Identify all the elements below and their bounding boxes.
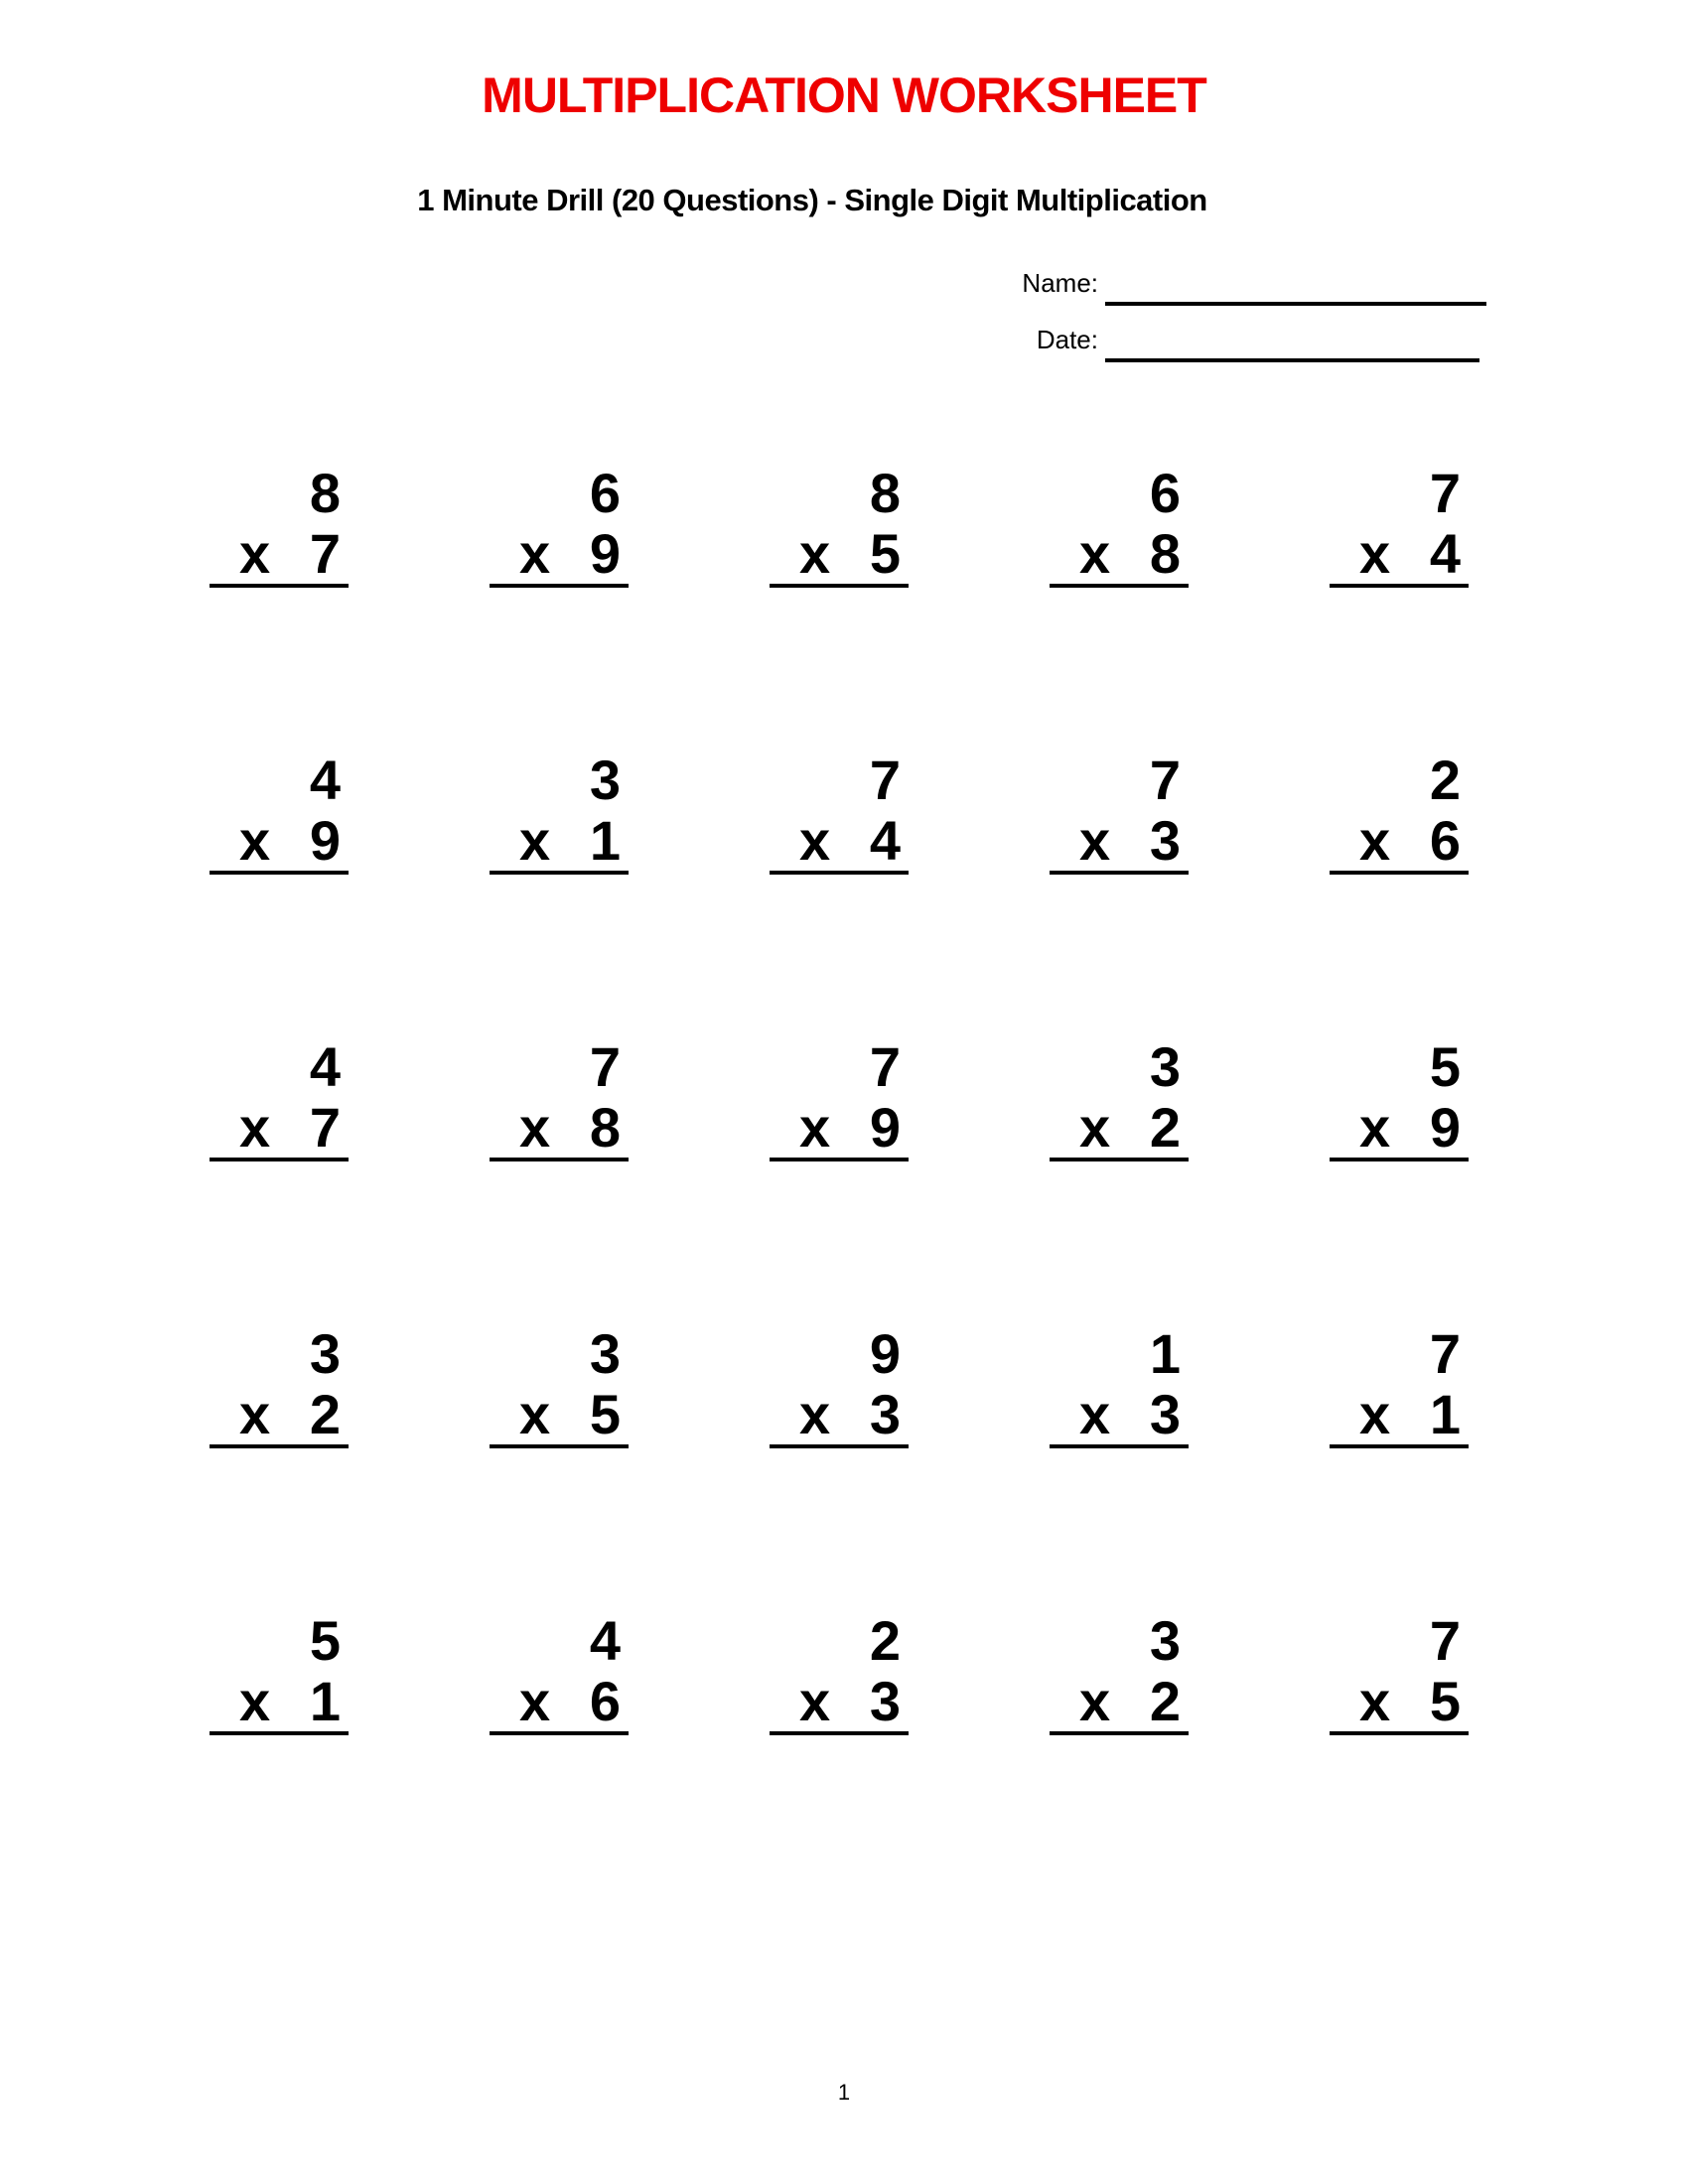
multiplier-row bbox=[210, 1671, 349, 1731]
multiplier: 9 bbox=[589, 522, 621, 585]
multiply-operator: x bbox=[519, 1670, 551, 1732]
multiplicand: 7 bbox=[869, 749, 901, 811]
multiplicand: 9 bbox=[869, 1322, 901, 1385]
multiplicand: 3 bbox=[589, 749, 621, 811]
multiplier-row bbox=[210, 1097, 349, 1158]
multiplicand: 7 bbox=[1429, 462, 1461, 524]
multiplication-problem-19 bbox=[1050, 1323, 1189, 1448]
multiply-operator: x bbox=[1359, 809, 1391, 872]
multiplier-row bbox=[1330, 1097, 1469, 1158]
multiplier-row bbox=[490, 1671, 629, 1731]
multiplicand: 8 bbox=[869, 462, 901, 524]
multiplication-problem-8 bbox=[770, 750, 909, 875]
multiplier: 7 bbox=[309, 522, 341, 585]
multiplication-problem-9 bbox=[1050, 750, 1189, 875]
multiply-operator: x bbox=[1359, 522, 1391, 585]
multiply-operator: x bbox=[239, 1670, 271, 1732]
multiplicand: 5 bbox=[1429, 1035, 1461, 1098]
multiply-operator: x bbox=[519, 1383, 551, 1445]
multiplier-row bbox=[490, 523, 629, 584]
multiplier-row bbox=[1330, 810, 1469, 871]
multiplier: 9 bbox=[1429, 1096, 1461, 1159]
multiplier: 2 bbox=[309, 1383, 341, 1445]
multiplication-problem-7 bbox=[490, 750, 629, 875]
multiplicand: 4 bbox=[309, 1035, 341, 1098]
page-number: 1 bbox=[837, 2080, 851, 2105]
multiplier: 3 bbox=[869, 1383, 901, 1445]
multiplicand: 3 bbox=[309, 1322, 341, 1385]
multiply-operator: x bbox=[799, 1096, 831, 1159]
date-label: Date: bbox=[1036, 325, 1098, 354]
multiplier: 4 bbox=[1429, 522, 1461, 585]
multiplication-problem-13 bbox=[770, 1036, 909, 1161]
multiplicand: 7 bbox=[1149, 749, 1181, 811]
multiplier-row bbox=[210, 810, 349, 871]
multiplication-problem-10 bbox=[1330, 750, 1469, 875]
multiply-operator: x bbox=[239, 1096, 271, 1159]
multiplication-problem-3 bbox=[770, 463, 909, 588]
multiplicand: 4 bbox=[309, 749, 341, 811]
multiplier: 5 bbox=[589, 1383, 621, 1445]
multiplicand: 8 bbox=[309, 462, 341, 524]
multiply-operator: x bbox=[1359, 1096, 1391, 1159]
multiply-operator: x bbox=[1079, 1383, 1111, 1445]
multiplication-problem-2 bbox=[490, 463, 629, 588]
multiply-operator: x bbox=[799, 1383, 831, 1445]
multiplicand: 3 bbox=[1149, 1035, 1181, 1098]
multiplication-problem-14 bbox=[1050, 1036, 1189, 1161]
multiplier: 1 bbox=[309, 1670, 341, 1732]
multiplication-problem-5 bbox=[1330, 463, 1469, 588]
multiplier-row bbox=[1050, 1671, 1189, 1731]
multiplier-row bbox=[490, 1097, 629, 1158]
multiply-operator: x bbox=[799, 809, 831, 872]
multiply-operator: x bbox=[799, 1670, 831, 1732]
multiplication-problem-23 bbox=[770, 1610, 909, 1735]
multiplier: 9 bbox=[309, 809, 341, 872]
worksheet-subtitle: 1 Minute Drill (20 Questions) - Single Digit Multiplication bbox=[417, 183, 1207, 217]
multiplier: 1 bbox=[589, 809, 621, 872]
multiplier: 5 bbox=[869, 522, 901, 585]
multiplication-problem-11 bbox=[210, 1036, 349, 1161]
multiplicand: 6 bbox=[1149, 462, 1181, 524]
multiply-operator: x bbox=[1359, 1670, 1391, 1732]
multiplier: 2 bbox=[1149, 1096, 1181, 1159]
multiplier-row bbox=[210, 523, 349, 584]
multiplier-row bbox=[770, 523, 909, 584]
multiplicand: 7 bbox=[869, 1035, 901, 1098]
multiplier-row bbox=[210, 1384, 349, 1444]
multiplicand: 3 bbox=[1149, 1609, 1181, 1672]
multiplier: 3 bbox=[869, 1670, 901, 1732]
multiply-operator: x bbox=[519, 809, 551, 872]
name-label: Name: bbox=[1022, 268, 1098, 298]
multiplier: 2 bbox=[1149, 1670, 1181, 1732]
multiply-operator: x bbox=[519, 522, 551, 585]
multiplier: 6 bbox=[1429, 809, 1461, 872]
multiplication-problem-12 bbox=[490, 1036, 629, 1161]
multiplication-problem-25 bbox=[1330, 1610, 1469, 1735]
multiplier: 6 bbox=[589, 1670, 621, 1732]
multiply-operator: x bbox=[239, 809, 271, 872]
multiplication-problem-24 bbox=[1050, 1610, 1189, 1735]
multiply-operator: x bbox=[519, 1096, 551, 1159]
multiplicand: 7 bbox=[589, 1035, 621, 1098]
multiplier: 7 bbox=[309, 1096, 341, 1159]
multiplier: 3 bbox=[1149, 1383, 1181, 1445]
multiplier-row bbox=[770, 810, 909, 871]
multiplicand: 5 bbox=[309, 1609, 341, 1672]
multiplier-row bbox=[490, 810, 629, 871]
multiply-operator: x bbox=[1079, 809, 1111, 872]
multiplier: 4 bbox=[869, 809, 901, 872]
multiplier: 3 bbox=[1149, 809, 1181, 872]
worksheet-title: MULTIPLICATION WORKSHEET bbox=[482, 68, 1206, 123]
multiplicand: 2 bbox=[1429, 749, 1461, 811]
multiplicand: 4 bbox=[589, 1609, 621, 1672]
multiplier: 9 bbox=[869, 1096, 901, 1159]
multiply-operator: x bbox=[1079, 1096, 1111, 1159]
multiplier-row bbox=[1050, 1384, 1189, 1444]
multiplier-row bbox=[770, 1097, 909, 1158]
multiplier-row bbox=[770, 1671, 909, 1731]
multiplier: 1 bbox=[1429, 1383, 1461, 1445]
multiplier-row bbox=[1330, 1671, 1469, 1731]
multiplication-problem-1 bbox=[210, 463, 349, 588]
multiplication-problem-4 bbox=[1050, 463, 1189, 588]
multiply-operator: x bbox=[1079, 1670, 1111, 1732]
multiplication-problem-15 bbox=[1330, 1036, 1469, 1161]
multiplication-problem-6 bbox=[210, 750, 349, 875]
multiplication-problem-18 bbox=[770, 1323, 909, 1448]
multiply-operator: x bbox=[239, 1383, 271, 1445]
multiplier: 8 bbox=[589, 1096, 621, 1159]
multiply-operator: x bbox=[1359, 1383, 1391, 1445]
multiply-operator: x bbox=[799, 522, 831, 585]
multiply-operator: x bbox=[1079, 522, 1111, 585]
multiplicand: 7 bbox=[1429, 1322, 1461, 1385]
multiplier-row bbox=[1050, 1097, 1189, 1158]
multiplier-row bbox=[770, 1384, 909, 1444]
multiplication-problem-20 bbox=[1330, 1323, 1469, 1448]
multiplier: 8 bbox=[1149, 522, 1181, 585]
multiplier-row bbox=[1050, 523, 1189, 584]
multiply-operator: x bbox=[239, 522, 271, 585]
multiplicand: 1 bbox=[1149, 1322, 1181, 1385]
multiplication-problem-17 bbox=[490, 1323, 629, 1448]
multiplier-row bbox=[490, 1384, 629, 1444]
multiplication-problem-16 bbox=[210, 1323, 349, 1448]
multiplier-row bbox=[1330, 1384, 1469, 1444]
multiplicand: 7 bbox=[1429, 1609, 1461, 1672]
multiplication-problem-21 bbox=[210, 1610, 349, 1735]
multiplier-row bbox=[1050, 810, 1189, 871]
multiplier: 5 bbox=[1429, 1670, 1461, 1732]
multiplication-problem-22 bbox=[490, 1610, 629, 1735]
multiplier-row bbox=[1330, 523, 1469, 584]
multiplicand: 3 bbox=[589, 1322, 621, 1385]
multiplicand: 6 bbox=[589, 462, 621, 524]
multiplicand: 2 bbox=[869, 1609, 901, 1672]
